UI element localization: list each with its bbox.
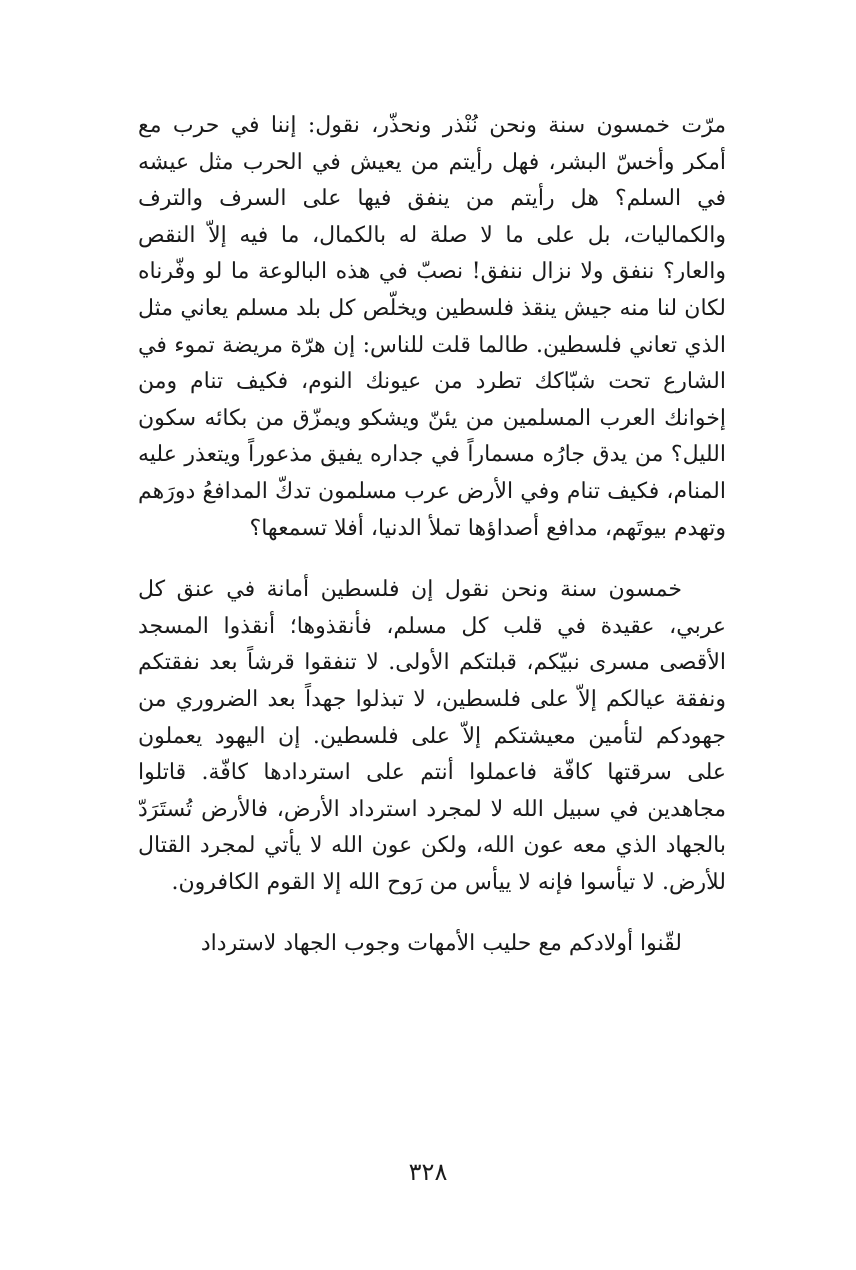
paragraph-1: مرّت خمسون سنة ونحن نُنْذر ونحذّر، نقول: إننا في حرب مع أمكر وأخسّ البشر، فهل رأيتم من يعيش في الحرب مثل عيشه في السلم؟ هل رأيتم من ينفق فيها على السرف والترف والكماليات، بل على ما لا صلة له بالكمال، ما فيه إلاّ النقص والعار؟ ننفق ولا نزال ننفق! نصبّ في هذه البالوعة ما لو وفّرناه لكان لنا منه جيش ينقذ فلسطين ويخلّص كل بلد مسلم يعاني مثل الذي تعاني فلسطين. طالما قلت للناس: إن هرّة مريضة تموء في الشارع تحت شبّاكك تطرد من عيونك النوم، فكيف تنام ومن إخوانك العرب المسلمين من يئنّ ويشكو ويمزّق من بكائه سكون الليل؟ من يدق جارُه مسماراً في جداره يفيق مذعوراً ويتعذر عليه المنام، فكيف تنام وفي الأرض عرب مسلمون تدكّ المدافعُ دورَهم وتهدم بيوتَهم، مدافع أصداؤها تملأ الدنيا، أفلا تسمعها؟	[138, 113, 726, 541]
page-body	[138, 108, 726, 963]
paragraph-2: خمسون سنة ونحن نقول إن فلسطين أمانة في عنق كل عربي، عقيدة في قلب كل مسلم، فأنقذوها؛ أنقذوا المسجد الأقصى مسرى نبيّكم، قبلتكم الأولى. لا تنفقوا قرشاً بعد نفقتكم ونفقة عيالكم إلاّ على فلسطين، لا تبذلوا جهداً بعد الضروري من جهودكم لتأمين معيشتكم إلاّ على فلسطين. إن اليهود يعملون على سرقتها كافّة فاعملوا أنتم على استردادها كافّة. قاتلوا مجاهدين في سبيل الله لا لمجرد استرداد الأرض، فالأرض تُستَرَدّ بالجهاد الذي معه عون الله، ولكن عون الله لا يأتي لمجرد القتال للأرض. لا تيأسوا فإنه لا ييأس من رَوح الله إلا القوم الكافرون.	[138, 577, 726, 895]
paragraph-3: لقّنوا أولادكم مع حليب الأمهات وجوب الجهاد لاسترداد	[200, 931, 682, 957]
page-number: ٣٢٨	[408, 1158, 448, 1186]
